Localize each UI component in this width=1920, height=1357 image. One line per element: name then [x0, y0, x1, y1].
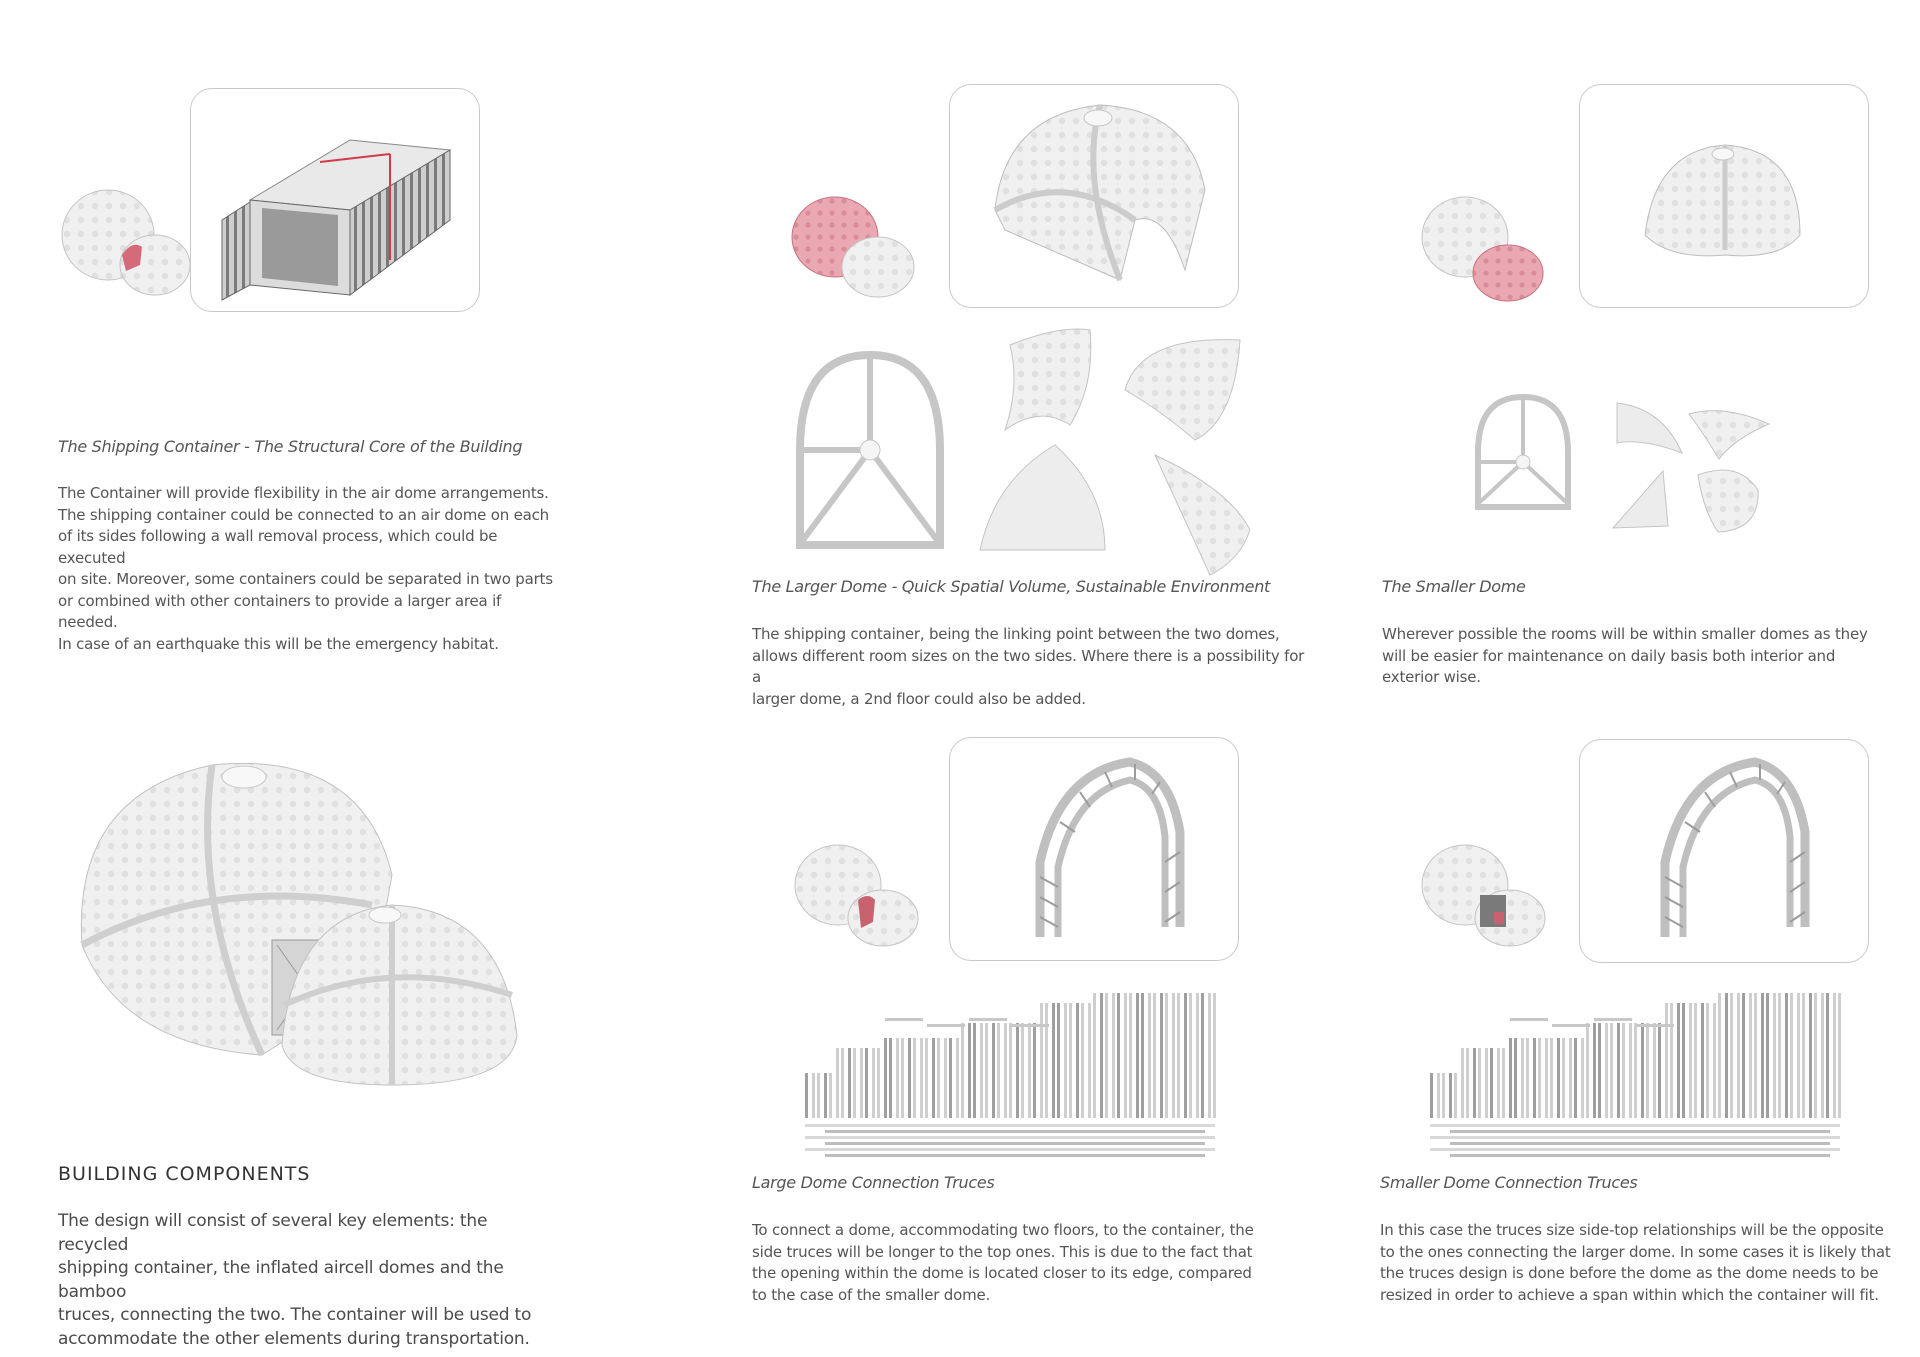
truss-member-bar	[1742, 993, 1745, 1118]
truss-member-bar	[1196, 993, 1199, 1118]
truss-member-bar	[1011, 1024, 1049, 1027]
truss-member-bar	[1610, 1023, 1613, 1118]
truss-member-bar	[872, 1048, 875, 1118]
truss-member-bar	[1117, 993, 1120, 1118]
building-components-heading: BUILDING COMPONENTS	[58, 1163, 311, 1185]
small-truces-members-diagram	[1425, 1008, 1845, 1158]
truss-member-bar	[1040, 1003, 1043, 1118]
truss-member-bar	[1617, 1023, 1620, 1118]
truss-member-bar	[1761, 993, 1764, 1118]
truss-member-bar	[1153, 993, 1156, 1118]
truss-member-bar	[1430, 1073, 1433, 1118]
truss-member-bar	[1076, 1003, 1079, 1118]
truss-member-bar	[805, 1136, 1215, 1139]
truss-member-bar	[1526, 1038, 1529, 1118]
truss-member-bar	[968, 1023, 971, 1118]
truss-member-bar	[1814, 993, 1817, 1118]
truss-member-bar	[884, 1038, 887, 1118]
truss-member-bar	[1802, 993, 1805, 1118]
truss-member-bar	[1450, 1154, 1830, 1157]
truss-member-bar	[1754, 993, 1757, 1118]
truss-member-bar	[985, 1023, 988, 1118]
truss-member-bar	[1701, 1003, 1704, 1118]
truss-member-bar	[1112, 993, 1115, 1118]
truss-member-bar	[1634, 1023, 1637, 1118]
truss-member-bar	[1450, 1130, 1830, 1133]
smaller-dome-caption: The Smaller Dome	[1382, 577, 1526, 596]
dome-panel-piece-icon	[975, 440, 1115, 560]
truss-member-bar	[1521, 1038, 1524, 1118]
small-truces-caption: Smaller Dome Connection Truces	[1380, 1173, 1638, 1192]
truss-member-bar	[1028, 1023, 1031, 1118]
truss-member-bar	[825, 1130, 1205, 1133]
truss-member-bar	[1454, 1073, 1457, 1118]
truss-member-bar	[1646, 1023, 1649, 1118]
truss-member-bar	[824, 1073, 827, 1118]
truss-member-bar	[1490, 1048, 1493, 1118]
dome-panel-piece-icon	[1120, 330, 1250, 450]
truss-member-bar	[1016, 1023, 1019, 1118]
truss-member-bar	[829, 1073, 832, 1118]
truss-member-bar	[1593, 1023, 1596, 1118]
large-truss-arch-illustration	[1020, 752, 1190, 942]
truss-member-bar	[1677, 1003, 1680, 1118]
truss-member-bar	[1057, 1003, 1060, 1118]
truss-member-bar	[1442, 1073, 1445, 1118]
truss-member-bar	[1641, 1023, 1644, 1118]
truss-member-bar	[805, 1148, 1215, 1151]
dome-pair-small-icon	[60, 185, 190, 295]
truss-member-bar	[949, 1038, 952, 1118]
truss-member-bar	[1430, 1124, 1840, 1127]
truss-member-bar	[853, 1048, 856, 1118]
truss-member-bar	[1552, 1024, 1590, 1027]
truss-member-bar	[1694, 1003, 1697, 1118]
truss-member-bar	[961, 1023, 964, 1118]
truss-member-bar	[1430, 1148, 1840, 1151]
truss-member-bar	[1449, 1073, 1452, 1118]
truss-member-bar	[1502, 1048, 1505, 1118]
truss-member-bar	[1533, 1038, 1536, 1118]
truss-member-bar	[937, 1038, 940, 1118]
truss-member-bar	[860, 1048, 863, 1118]
truss-member-bar	[908, 1038, 911, 1118]
dome-pair-small-highlight-icon	[1420, 195, 1550, 305]
truss-member-bar	[1189, 993, 1192, 1118]
truss-member-bar	[1586, 1023, 1589, 1118]
dome-panel-piece-icon	[1612, 398, 1692, 458]
truss-member-bar	[896, 1038, 899, 1118]
truss-member-bar	[1574, 1038, 1577, 1118]
truss-member-bar	[1725, 993, 1728, 1118]
truss-member-bar	[1538, 1038, 1541, 1118]
truss-member-bar	[901, 1038, 904, 1118]
truss-member-bar	[1730, 993, 1733, 1118]
truss-member-bar	[848, 1048, 851, 1118]
truss-member-bar	[1838, 993, 1841, 1118]
truss-member-bar	[1033, 1023, 1036, 1118]
truss-member-bar	[944, 1038, 947, 1118]
truss-member-bar	[1833, 993, 1836, 1118]
truss-member-bar	[1184, 993, 1187, 1118]
truss-member-bar	[1790, 993, 1793, 1118]
truss-member-bar	[1129, 993, 1132, 1118]
truss-member-bar	[1826, 993, 1829, 1118]
larger-dome-description: The shipping container, being the linking point between the two domes, allows different room sizes on the two sides. Where there is a possibility for a larger dome, a 2nd floor could also be added.	[752, 625, 1305, 708]
truss-member-bar	[1605, 1023, 1608, 1118]
truss-member-bar	[1045, 1003, 1048, 1118]
container-caption: The Shipping Container - The Structural Core of the Building	[58, 437, 523, 456]
truss-member-bar	[1653, 1023, 1656, 1118]
truss-member-bar	[925, 1038, 928, 1118]
truss-member-bar	[1785, 993, 1788, 1118]
truss-member-bar	[927, 1024, 965, 1027]
large-truces-caption: Large Dome Connection Truces	[752, 1173, 995, 1192]
small-truces-description: In this case the truces size side-top relationships will be the opposite to the ones connecting the larger dome. In some cases it is likely that the truces design is done before the dome as the dome needs to be resized in order to achieve a span within which the container will fit.	[1380, 1221, 1891, 1304]
truss-member-bar	[1797, 993, 1800, 1118]
smaller-dome-arch-frame-icon	[1468, 392, 1578, 512]
truss-member-bar	[932, 1038, 935, 1118]
building-components-description: The design will consist of several key elements: the recycled shipping container, the inflated aircell domes and the bamboo truces, connecting the two. The container will be used to accommodate the other elements during transportation.	[58, 1211, 532, 1349]
truss-member-bar	[1581, 1038, 1584, 1118]
truss-member-bar	[1009, 1023, 1012, 1118]
truss-member-bar	[1165, 993, 1168, 1118]
truss-member-bar	[805, 1073, 808, 1118]
truss-member-bar	[1478, 1048, 1481, 1118]
large-truces-description: To connect a dome, accommodating two floors, to the container, the side truces will be longer to the top ones. This is due to the fact that the opening within the dome is located closer to its edge, compared to the case of the smaller dome.	[752, 1221, 1254, 1304]
truss-member-bar	[1088, 1003, 1091, 1118]
truss-member-bar	[973, 1023, 976, 1118]
truss-member-bar	[1749, 993, 1752, 1118]
truss-member-bar	[1081, 1003, 1084, 1118]
truss-member-bar	[1569, 1038, 1572, 1118]
truss-member-bar	[1636, 1024, 1674, 1027]
dome-pair-connector-icon	[793, 840, 923, 950]
truss-member-bar	[1557, 1038, 1560, 1118]
dome-panel-piece-icon	[1000, 325, 1110, 435]
larger-dome-caption: The Larger Dome - Quick Spatial Volume, Sustainable Environment	[752, 577, 1271, 596]
large-truces-members-diagram	[800, 1008, 1220, 1158]
truss-member-bar	[1105, 993, 1108, 1118]
dome-panel-piece-icon	[1150, 450, 1260, 580]
truss-member-bar	[1594, 1018, 1632, 1021]
truss-member-bar	[877, 1048, 880, 1118]
truss-member-bar	[1148, 993, 1151, 1118]
truss-member-bar	[1064, 1003, 1067, 1118]
truss-member-bar	[1689, 1003, 1692, 1118]
truss-member-bar	[1021, 1023, 1024, 1118]
truss-member-bar	[1141, 993, 1144, 1118]
truss-member-bar	[980, 1023, 983, 1118]
truss-member-bar	[1773, 993, 1776, 1118]
truss-member-bar	[817, 1073, 820, 1118]
truss-member-bar	[825, 1142, 1205, 1145]
truss-member-bar	[1509, 1038, 1512, 1118]
truss-member-bar	[1562, 1038, 1565, 1118]
truss-member-bar	[997, 1023, 1000, 1118]
truss-member-bar	[956, 1038, 959, 1118]
truss-member-bar	[1821, 993, 1824, 1118]
truss-member-bar	[812, 1073, 815, 1118]
truss-member-bar	[1430, 1136, 1840, 1139]
truss-member-bar	[825, 1154, 1205, 1157]
truss-member-bar	[1450, 1142, 1830, 1145]
truss-member-bar	[1629, 1023, 1632, 1118]
truss-member-bar	[1473, 1048, 1476, 1118]
larger-dome-illustration	[985, 100, 1225, 280]
truss-member-bar	[920, 1038, 923, 1118]
truss-member-bar	[1514, 1038, 1517, 1118]
assembled-building-illustration	[62, 755, 532, 1095]
larger-dome-arch-frame-icon	[785, 345, 955, 555]
truss-member-bar	[1737, 993, 1740, 1118]
truss-member-bar	[1658, 1023, 1661, 1118]
truss-member-bar	[913, 1038, 916, 1118]
truss-member-bar	[1665, 1003, 1668, 1118]
dome-panel-piece-icon	[1688, 460, 1768, 540]
truss-member-bar	[1208, 993, 1211, 1118]
truss-member-bar	[1172, 993, 1175, 1118]
truss-member-bar	[969, 1018, 1007, 1021]
smaller-dome-illustration	[1640, 140, 1810, 260]
truss-member-bar	[1201, 993, 1204, 1118]
shipping-container-illustration	[210, 110, 470, 280]
truss-member-bar	[1713, 1003, 1716, 1118]
truss-member-bar	[1437, 1073, 1440, 1118]
truss-member-bar	[992, 1023, 995, 1118]
truss-member-bar	[1004, 1023, 1007, 1118]
truss-member-bar	[1069, 1003, 1072, 1118]
truss-member-bar	[1100, 993, 1103, 1118]
truss-member-bar	[1706, 1003, 1709, 1118]
truss-member-bar	[865, 1048, 868, 1118]
truss-member-bar	[1093, 993, 1096, 1118]
dome-panel-piece-icon	[1608, 466, 1678, 536]
dome-pair-open-icon	[1420, 840, 1550, 950]
truss-member-bar	[1177, 993, 1180, 1118]
truss-member-bar	[1809, 993, 1812, 1118]
small-truss-arch-illustration	[1645, 752, 1815, 942]
truss-member-bar	[889, 1038, 892, 1118]
truss-member-bar	[1718, 993, 1721, 1118]
dome-panel-piece-icon	[1684, 404, 1774, 464]
truss-member-bar	[1598, 1023, 1601, 1118]
truss-member-bar	[1682, 1003, 1685, 1118]
truss-member-bar	[1510, 1018, 1548, 1021]
truss-member-bar	[1545, 1038, 1548, 1118]
truss-member-bar	[1461, 1048, 1464, 1118]
truss-member-bar	[836, 1048, 839, 1118]
truss-member-bar	[1622, 1023, 1625, 1118]
dome-pair-large-highlight-icon	[790, 195, 920, 305]
truss-member-bar	[1466, 1048, 1469, 1118]
truss-member-bar	[1670, 1003, 1673, 1118]
truss-member-bar	[1052, 1003, 1055, 1118]
smaller-dome-description: Wherever possible the rooms will be within smaller domes as they will be easier for maintenance on daily basis both interior and exterior wise.	[1382, 625, 1868, 686]
truss-member-bar	[885, 1018, 923, 1021]
truss-member-bar	[1778, 993, 1781, 1118]
truss-member-bar	[1213, 993, 1216, 1118]
truss-member-bar	[1485, 1048, 1488, 1118]
truss-member-bar	[1136, 993, 1139, 1118]
truss-member-bar	[841, 1048, 844, 1118]
truss-member-bar	[805, 1124, 1215, 1127]
truss-member-bar	[1766, 993, 1769, 1118]
truss-member-bar	[1550, 1038, 1553, 1118]
container-description: The Container will provide flexibility in the air dome arrangements. The shipping container could be connected to an air dome on each of its sides following a wall removal process, which could be executed on site. Moreover, some containers could be separated in two parts or combined with other containers to provide a larger area if needed. In case of an earthquake this will be the emergency habitat.	[58, 484, 553, 653]
truss-member-bar	[1160, 993, 1163, 1118]
truss-member-bar	[1124, 993, 1127, 1118]
truss-member-bar	[1497, 1048, 1500, 1118]
